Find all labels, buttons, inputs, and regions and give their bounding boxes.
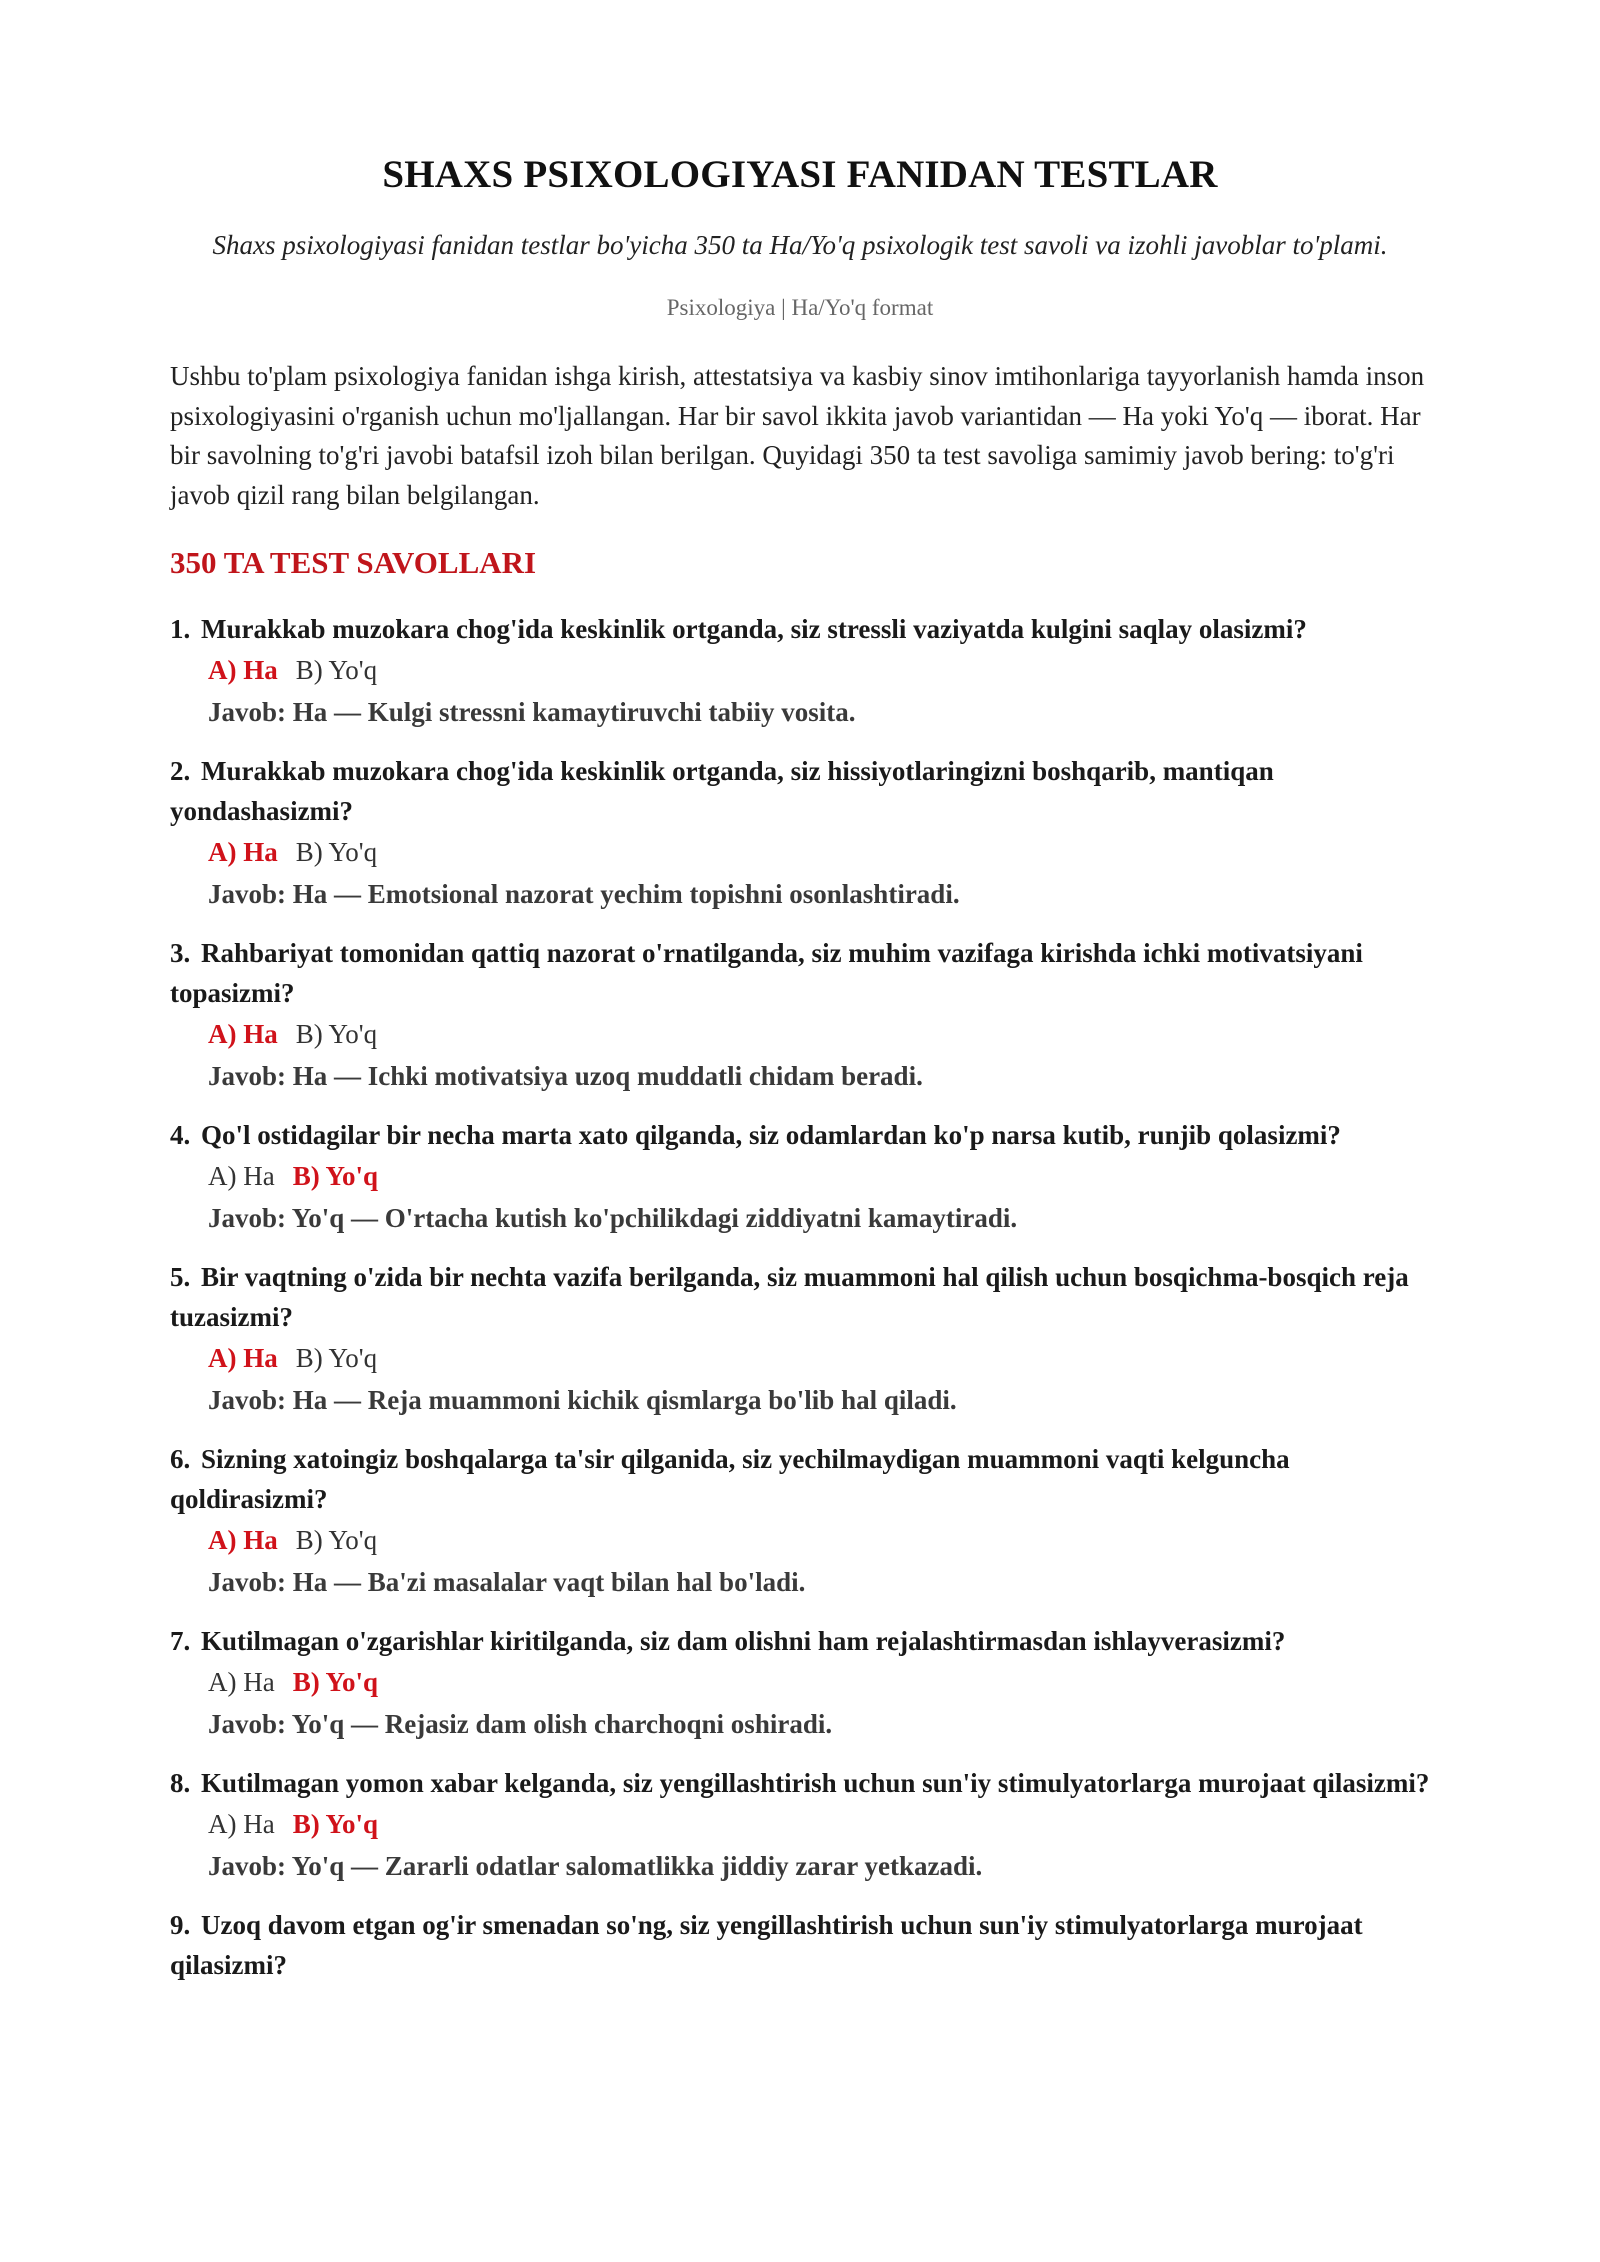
- option-b: B) Yo'q: [292, 1809, 379, 1839]
- question-number: 1.: [170, 614, 191, 644]
- option-a: A) Ha: [208, 1667, 275, 1697]
- question-text: [170, 1115, 1430, 1155]
- question-number: 9.: [170, 1910, 191, 1940]
- option-b: B) Yo'q: [295, 1343, 378, 1373]
- question-label: Murakkab muzokara chog'ida keskinlik ortganda, siz hissiyotlaringizni boshqarib, mantiqan yondashasizmi?: [170, 756, 1274, 826]
- answer-options: [170, 1013, 1430, 1055]
- option-a: A) Ha: [208, 655, 278, 685]
- option-b: B) Yo'q: [295, 1019, 378, 1049]
- question-number: 4.: [170, 1120, 191, 1150]
- answer-explanation: Javob: Ha — Kulgi stressni kamaytiruvchi tabiiy vosita.: [208, 697, 856, 727]
- option-a: A) Ha: [208, 1019, 278, 1049]
- question-label: Uzoq davom etgan og'ir smenadan so'ng, siz yengillashtirish uchun sun'iy stimulyatorlarga murojaat qilasizmi?: [170, 1910, 1363, 1980]
- question-label: Rahbariyat tomonidan qattiq nazorat o'rnatilganda, siz muhim vazifaga kirishda ichki motivatsiyani topasizmi?: [170, 938, 1363, 1008]
- question-text: [170, 933, 1430, 1013]
- answer-explanation: Javob: Yo'q — Zararli odatlar salomatlikka jiddiy zarar yetkazadi.: [208, 1851, 983, 1881]
- document-meta: Psixologiya | Ha/Yo'q format: [666, 295, 934, 320]
- question-item: [170, 1621, 1430, 1745]
- question-item: [170, 1439, 1430, 1603]
- question-text: [170, 1763, 1430, 1803]
- answer-options: [170, 1337, 1430, 1379]
- answer-explanation: Javob: Ha — Ichki motivatsiya uzoq muddatli chidam beradi.: [208, 1061, 923, 1091]
- option-a: A) Ha: [208, 1343, 278, 1373]
- option-b: B) Yo'q: [295, 1525, 378, 1555]
- question-item: [170, 1115, 1430, 1239]
- question-text: [170, 751, 1430, 831]
- option-b: B) Yo'q: [295, 837, 378, 867]
- option-a: A) Ha: [208, 1161, 275, 1191]
- option-a: A) Ha: [208, 1809, 275, 1839]
- question-label: Bir vaqtning o'zida bir nechta vazifa berilganda, siz muammoni hal qilish uchun bosqichma-bosqich reja tuzasizmi?: [170, 1262, 1409, 1332]
- question-number: 7.: [170, 1626, 191, 1656]
- answer-options: [170, 831, 1430, 873]
- answer-options: [170, 1519, 1430, 1561]
- question-label: Sizning xatoingiz boshqalarga ta'sir qilganida, siz yechilmaydigan muammoni vaqti kelguncha qoldirasizmi?: [170, 1444, 1290, 1514]
- document-subtitle: Shaxs psixologiyasi fanidan testlar bo'yicha 350 ta Ha/Yo'q psixologik test savoli va izohli javoblar to'plami.: [212, 230, 1388, 260]
- question-number: 5.: [170, 1262, 191, 1292]
- question-label: Murakkab muzokara chog'ida keskinlik ortganda, siz stressli vaziyatda kulgini saqlay olasizmi?: [201, 614, 1307, 644]
- document-title: SHAXS PSIXOLOGIYASI FANIDAN TESTLAR: [382, 153, 1218, 196]
- question-text: [170, 1257, 1430, 1337]
- question-number: 2.: [170, 756, 191, 786]
- question-number: 6.: [170, 1444, 191, 1474]
- question-text: [170, 609, 1430, 649]
- question-number: 3.: [170, 938, 191, 968]
- question-item: [170, 1257, 1430, 1421]
- option-a: A) Ha: [208, 1525, 278, 1555]
- answer-options: [170, 1661, 1430, 1703]
- answer-explanation: Javob: Ha — Ba'zi masalalar vaqt bilan hal bo'ladi.: [208, 1567, 806, 1597]
- answer-options: [170, 1155, 1430, 1197]
- answer-options: [170, 649, 1430, 691]
- intro-paragraph: Ushbu to'plam psixologiya fanidan ishga kirish, attestatsiya va kasbiy sinov imtihonlariga tayyorlanish hamda inson psixologiyasini o'rganish uchun mo'ljallangan. Har bir savol ikkita javob variantidan — Ha yoki Yo'q — iborat. Har bir savolning to'g'ri javobi batafsil izoh bilan berilgan. Quyidagi 350 ta test savoliga samimiy javob bering: to'g'ri javob qizil rang bilan belgilangan.: [170, 361, 1425, 510]
- option-b: B) Yo'q: [295, 655, 378, 685]
- question-text: [170, 1905, 1430, 1985]
- answer-explanation: Javob: Yo'q — O'rtacha kutish ko'pchilikdagi ziddiyatni kamaytiradi.: [208, 1203, 1018, 1233]
- answer-options: [170, 1803, 1430, 1845]
- question-number: 8.: [170, 1768, 191, 1798]
- question-label: Kutilmagan yomon xabar kelganda, siz yengillashtirish uchun sun'iy stimulyatorlarga murojaat qilasizmi?: [201, 1768, 1430, 1798]
- answer-explanation: Javob: Ha — Emotsional nazorat yechim topishni osonlashtiradi.: [208, 879, 960, 909]
- answer-explanation: Javob: Yo'q — Rejasiz dam olish charchoqni oshiradi.: [208, 1709, 833, 1739]
- question-item: [170, 609, 1430, 733]
- answer-explanation: Javob: Ha — Reja muammoni kichik qismlarga bo'lib hal qiladi.: [208, 1385, 957, 1415]
- question-item: [170, 933, 1430, 1097]
- question-label: Kutilmagan o'zgarishlar kiritilganda, siz dam olishni ham rejalashtirmasdan ishlayverasizmi?: [201, 1626, 1286, 1656]
- question-item: [170, 751, 1430, 915]
- question-text: [170, 1621, 1430, 1661]
- option-b: B) Yo'q: [292, 1667, 379, 1697]
- option-a: A) Ha: [208, 837, 278, 867]
- question-item: [170, 1905, 1430, 1985]
- question-text: [170, 1439, 1430, 1519]
- question-list: [170, 609, 1430, 1985]
- section-heading: 350 TA TEST SAVOLLARI: [170, 545, 537, 580]
- question-label: Qo'l ostidagilar bir necha marta xato qilganda, siz odamlardan ko'p narsa kutib, runjib qolasizmi?: [201, 1120, 1341, 1150]
- option-b: B) Yo'q: [292, 1161, 379, 1191]
- question-item: [170, 1763, 1430, 1887]
